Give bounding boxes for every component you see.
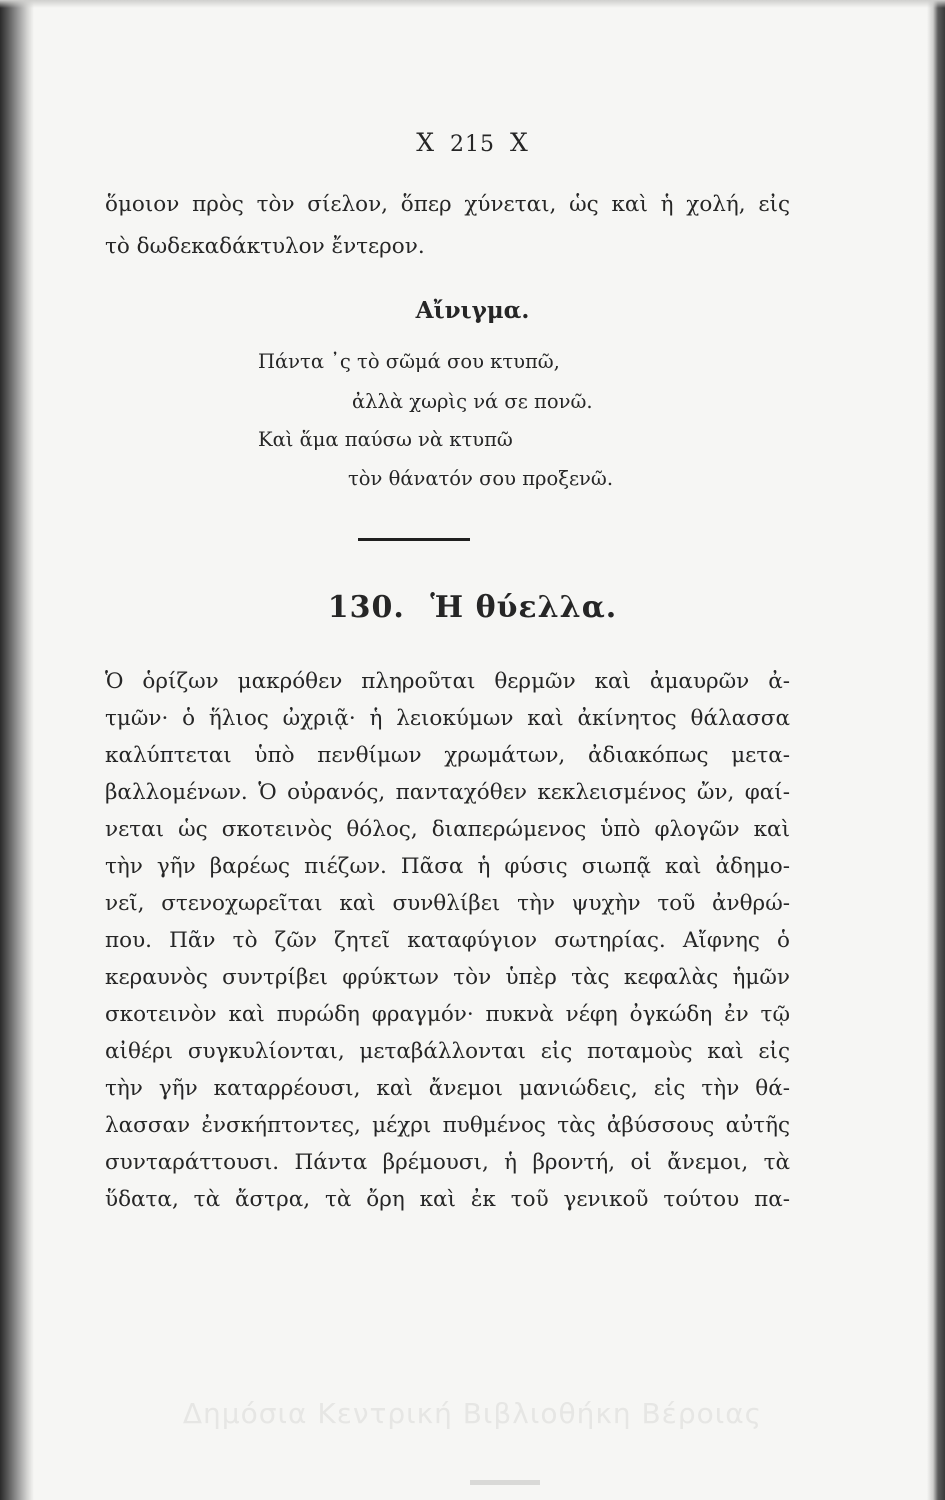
page-number-value: 215 — [450, 132, 495, 157]
paragraph-line: λασσαν ἐνσκήπτοντες, μέχρι πυθμένος τὰς ἀβύσσους αὐτῆς — [105, 1113, 790, 1138]
paragraph-line: τμῶν· ὁ ἥλιος ὠχριᾷ· ἡ λειοκύμων καὶ ἀκίνητος θάλασσα — [105, 706, 790, 731]
riddle-verse: τὸν θάνατόν σου προξενῶ. — [348, 467, 614, 490]
paragraph-line: κεραυνὸς συντρίβει φρύκτων τὸν ὑπὲρ τὰς κεφαλὰς ἡμῶν — [105, 965, 790, 990]
continuation-line: ὅμοιον πρὸς τὸν σίελον, ὅπερ χύνεται, ὡς καὶ ἡ χολή, εἰς — [105, 192, 790, 217]
riddle-verse: ἀλλὰ χωρὶς νά σε πονῶ. — [352, 390, 593, 413]
section-divider — [358, 538, 470, 541]
page-edge — [927, 0, 945, 1500]
section-number: 130. — [327, 590, 405, 625]
paragraph-line: αἰθέρι συγκυλίονται, μεταβάλλονται εἰς ποταμοὺς καὶ εἰς — [105, 1039, 790, 1064]
top-edge — [0, 0, 945, 8]
paragraph-line: καλύπτεται ὑπὸ πενθίμων χρωμάτων, ἀδιακόπως μετα- — [105, 743, 790, 768]
paragraph-line: που. Πᾶν τὸ ζῶν ζητεῖ καταφύγιον σωτηρίας. Αἴφνης ὁ — [105, 928, 790, 953]
page-number — [0, 128, 945, 157]
paragraph-line: βαλλομένων. Ὁ οὐρανός, πανταχόθεν κεκλεισμένος ὤν, φαί- — [105, 780, 790, 805]
section-heading — [0, 590, 945, 625]
continuation-line: τὸ δωδεκαδάκτυλον ἔντερον. — [105, 234, 425, 259]
riddle-verse: Πάντα ᾽ς τὸ σῶμά σου κτυπῶ, — [258, 350, 560, 373]
library-watermark: Δημόσια Κεντρική Βιβλιοθήκη Βέροιας — [182, 1397, 763, 1430]
bottom-smudge — [470, 1480, 540, 1485]
paragraph-line: συνταράττουσι. Πάντα βρέμουσι, ἡ βροντή, οἱ ἄνεμοι, τὰ — [105, 1150, 790, 1175]
paragraph-line: τὴν γῆν βαρέως πιέζων. Πᾶσα ἡ φύσις σιωπᾷ καὶ ἀδημο- — [105, 854, 790, 879]
section-title: Ἡ θύελλα. — [430, 590, 618, 625]
page-number-right-mark: X — [509, 128, 529, 157]
paragraph-line: νεται ὡς σκοτεινὸς θόλος, διαπερώμενος ὑπὸ φλογῶν καὶ — [105, 817, 790, 842]
paragraph-line: τὴν γῆν καταρρέουσι, καὶ ἄνεμοι μανιώδεις, εἰς τὴν θά- — [105, 1076, 790, 1101]
paragraph-line: σκοτεινὸν καὶ πυρώδη φραγμόν· πυκνὰ νέφη ὀγκώδη ἐν τῷ — [105, 1002, 790, 1027]
page-number-left-mark: X — [416, 128, 436, 157]
binding-shadow — [0, 0, 34, 1500]
paragraph-line: ὕδατα, τὰ ἄστρα, τὰ ὄρη καὶ ἐκ τοῦ γενικοῦ τούτου πα- — [105, 1187, 790, 1212]
paragraph-line: νεῖ, στενοχωρεῖται καὶ συνθλίβει τὴν ψυχὴν τοῦ ἀνθρώ- — [105, 891, 790, 916]
riddle-verse: Καὶ ἅμα παύσω νὰ κτυπῶ — [258, 428, 513, 451]
riddle-title: Αἴνιγμα. — [415, 297, 530, 324]
paragraph-line: Ὁ ὁρίζων μακρόθεν πληροῦται θερμῶν καὶ ἀμαυρῶν ἀ- — [105, 669, 790, 694]
